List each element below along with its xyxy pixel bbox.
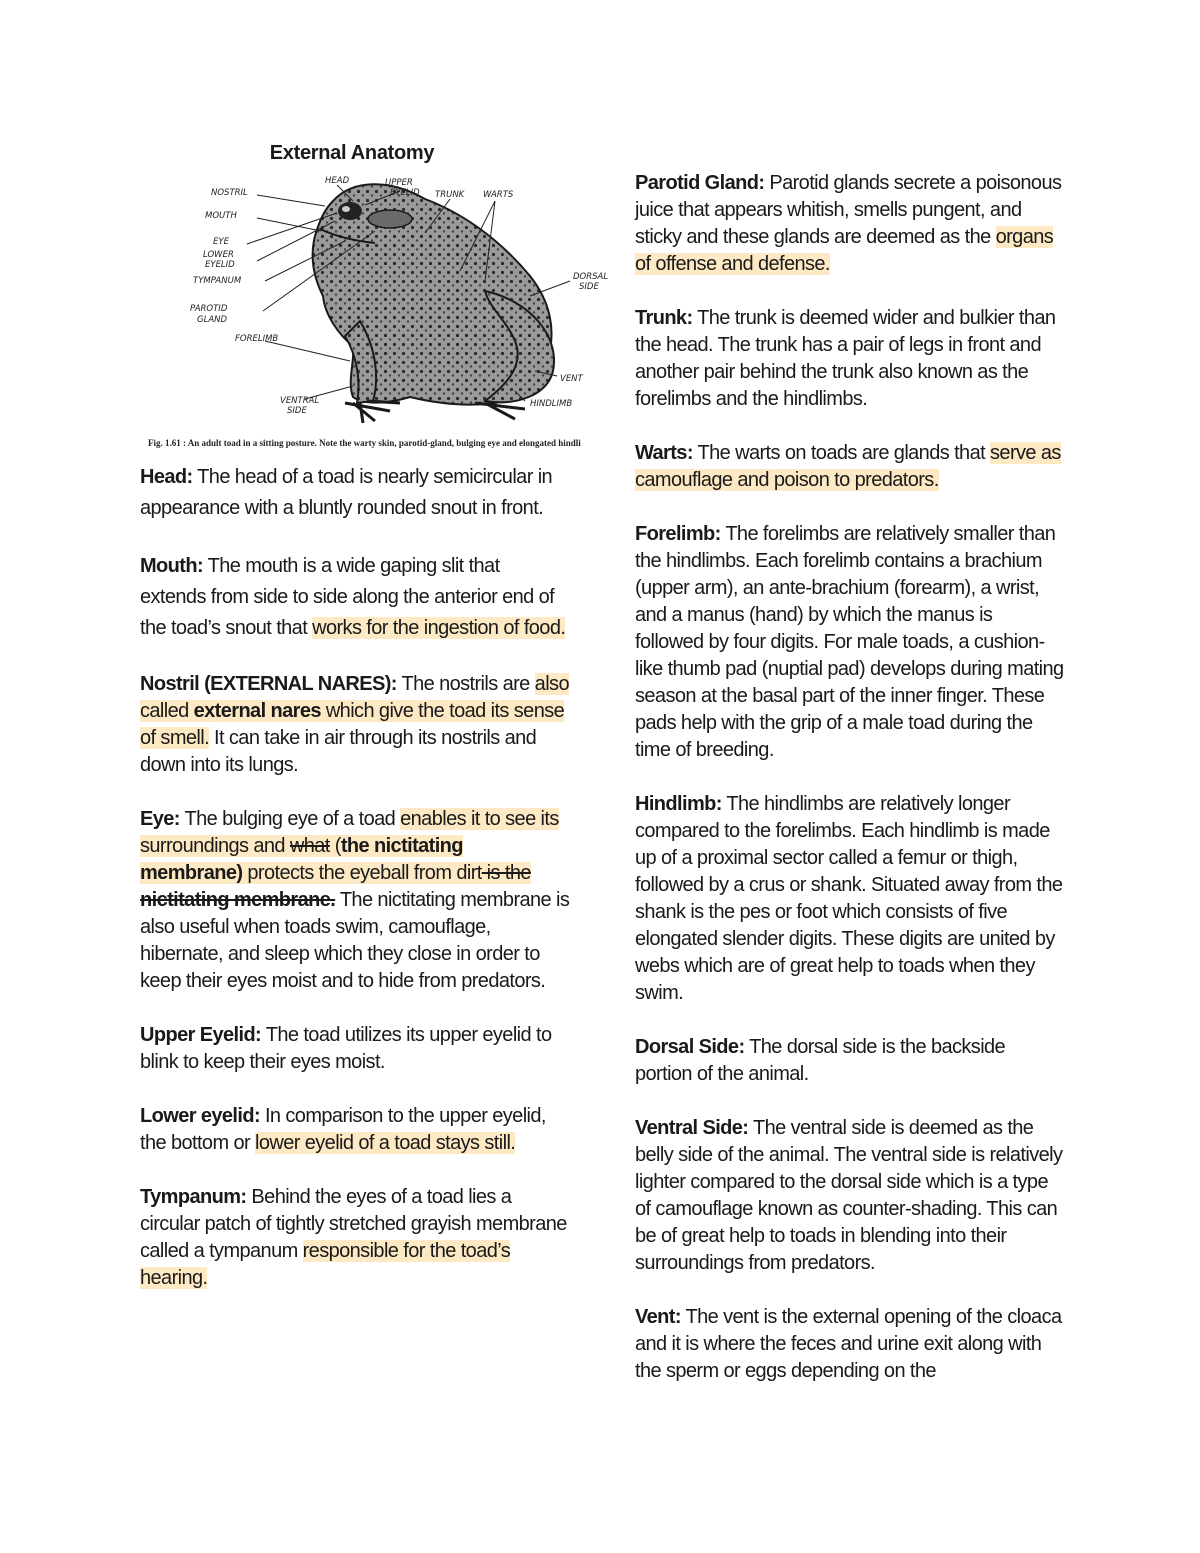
svg-text:FORELIMB: FORELIMB [235, 334, 279, 344]
svg-text:EYELID: EYELID [205, 260, 235, 270]
entry-vent: Vent: The vent is the external opening of the cloaca and it is where the feces and urine exit along with the sperm or eggs depending on the [635, 1306, 1062, 1382]
entry-warts: Warts: The warts on toads are glands that serve as camouflage and poison to predators. [635, 442, 1061, 491]
svg-text:EYE: EYE [213, 237, 229, 247]
svg-text:LOWER: LOWER [203, 250, 234, 260]
toad-illustration [185, 171, 645, 436]
entry-parotid-gland: Parotid Gland: Parotid glands secrete a poisonous juice that appears whitish, smells pungent, and sticky and these glands are deemed as the organs of offense and defense. [635, 172, 1062, 275]
svg-text:UPPER: UPPER [385, 178, 413, 188]
svg-text:HINDLIMB: HINDLIMB [530, 399, 573, 409]
svg-text:PAROTID: PAROTID [190, 304, 228, 314]
svg-text:GLAND: GLAND [197, 315, 228, 325]
svg-text:SIDE: SIDE [287, 406, 307, 416]
left-column [140, 142, 609, 1319]
entry-dorsal-side: Dorsal Side: The dorsal side is the backside portion of the animal. [635, 1036, 1006, 1085]
svg-text:TYMPANUM: TYMPANUM [193, 276, 242, 286]
svg-text:DORSAL: DORSAL [573, 272, 609, 282]
svg-text:MOUTH: MOUTH [205, 211, 237, 221]
entry-mouth: Mouth: The mouth is a wide gaping slit that extends from side to side along the anterior end of the toad’s snout that works for the ingestion of food. [140, 555, 566, 639]
svg-text:TRUNK: TRUNK [435, 190, 465, 200]
page-title: External Anatomy [269, 142, 435, 164]
figure-caption: Fig. 1.61 : An adult toad in a sitting posture. Note the warty skin, parotid-gland, bulging eye and elongated hindli [148, 438, 581, 448]
svg-text:VENT: VENT [560, 374, 583, 384]
svg-text:EYELID: EYELID [390, 188, 420, 198]
right-column [635, 170, 1065, 1412]
svg-text:VENTRAL: VENTRAL [280, 396, 320, 406]
entry-tympanum: Tympanum: Behind the eyes of a toad lies a circular patch of tightly stretched grayish membrane called a tympanum responsible for the toad’s hearing. [140, 1186, 567, 1289]
entry-nostril: Nostril (EXTERNAL NARES): The nostrils are also called external nares which give the toad its sense of smell. It can take in air through its nostrils and down into its lungs. [140, 673, 569, 776]
entry-lower-eyelid: Lower eyelid: In comparison to the upper eyelid, the bottom or lower eyelid of a toad stays still. [140, 1105, 546, 1154]
entry-head: Head: The head of a toad is nearly semicircular in appearance with a bluntly rounded snout in front. [140, 466, 553, 519]
entry-hindlimb: Hindlimb: The hindlimbs are relatively longer compared to the forelimbs. Each hindlimb is made up of a proximal sector called a femur or thigh, followed by a crus or shank. Situated away from the shank is the pes or foot which consists of five elongated slender digits. These digits are united by webs which are of great help to toads when they swim. [635, 793, 1063, 1004]
entry-eye: Eye: The bulging eye of a toad enables it to see its surroundings and what (the nictitating membrane) protects the eyeball from dirt is the nictitating membrane. The nictitating membrane is also useful when toads swim, camouflage, hibernate, and sleep which they close in order to keep their eyes moist and to hide from predators. [140, 808, 570, 992]
entry-upper-eyelid: Upper Eyelid: The toad utilizes its upper eyelid to blink to keep their eyes moist. [140, 1024, 552, 1073]
toad-figure [185, 171, 645, 436]
svg-text:SIDE: SIDE [579, 282, 599, 292]
entry-forelimb: Forelimb: The forelimbs are relatively smaller than the hindlimbs. Each forelimb contains a brachium (upper arm), an ante-brachium (forearm), a wrist, and a manus (hand) by which the manus is followed by four digits. For male toads, a cushion-like thumb pad (nuptial pad) develops during mating season at the basal part of the inner finger. These pads help with the grip of a male toad during the time of breeding. [635, 523, 1064, 761]
svg-text:NOSTRIL: NOSTRIL [211, 188, 248, 198]
svg-text:HEAD: HEAD [325, 176, 350, 186]
entry-ventral-side: Ventral Side: The ventral side is deemed as the belly side of the animal. The ventral side is relatively lighter compared to the dorsal side which is a type of camouflage known as counter-shading. This can be of great help to toads in blending into their surroundings from predators. [635, 1117, 1063, 1274]
entry-trunk: Trunk: The trunk is deemed wider and bulkier than the head. The trunk has a pair of legs in front and another pair behind the trunk also known as the forelimbs and the hindlimbs. [635, 307, 1056, 410]
svg-text:WARTS: WARTS [483, 190, 514, 200]
